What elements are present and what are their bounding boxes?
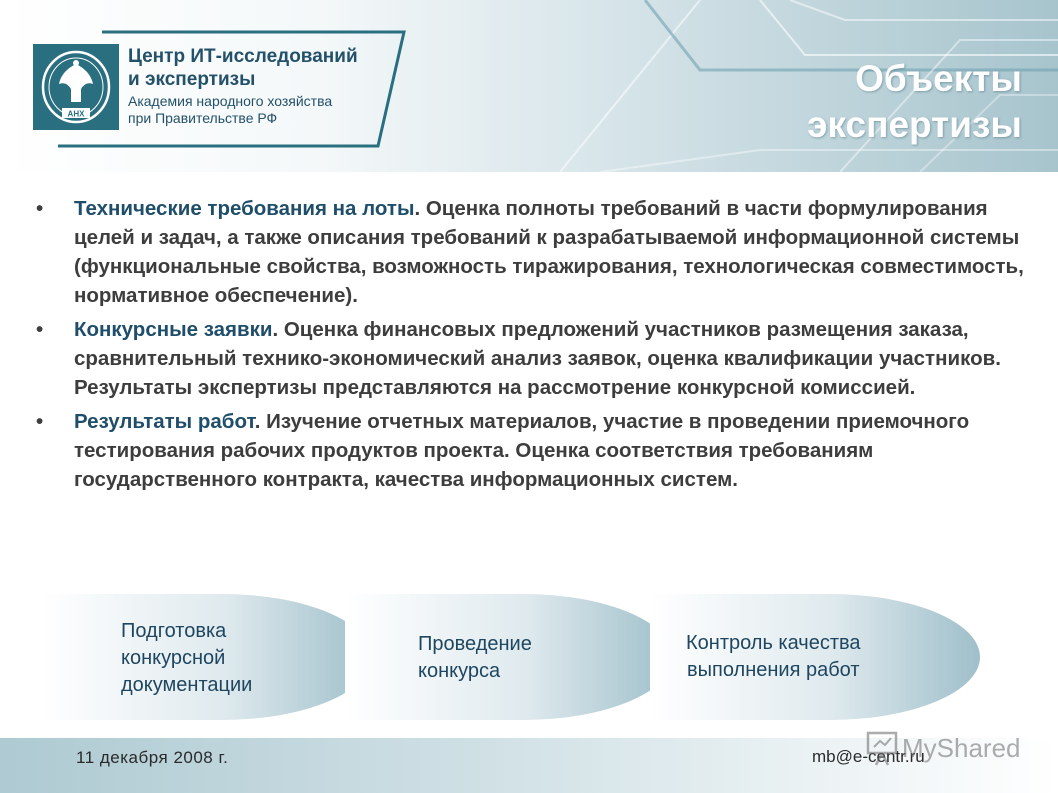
logo-title-line1: Центр ИТ-исследований <box>128 46 358 67</box>
bullet-item <box>34 194 1034 310</box>
bullet-marker: • <box>36 197 44 220</box>
stage-label-2-line1: Проведение <box>418 633 532 655</box>
footer-email: mb@e-centr.ru <box>812 747 925 766</box>
page-title-line1: Объекты <box>855 58 1022 99</box>
watermark <box>866 727 1036 769</box>
logo-subtitle-line1: Академия народного хозяйства <box>128 93 333 109</box>
watermark-text: MyShared <box>902 733 1021 763</box>
bullet-list <box>34 194 1034 499</box>
bullet-text: . Оценка финансовых предложений участников размещения заказа, сравнительный технико-экономический анализ заявок, оценка квалификации участников. Результаты экспертизы представляются на рассмотрение конкурсной комиссией. <box>74 318 1001 399</box>
bullet-item <box>34 315 1034 402</box>
bullet-marker: • <box>36 318 44 341</box>
stage-label-3 <box>686 630 861 684</box>
page-title <box>807 56 1022 148</box>
logo-subtitle-line2: при Правительстве РФ <box>128 110 278 126</box>
stage-label-1-line2: конкурсной <box>121 647 226 669</box>
page-title-line2: экспертизы <box>807 104 1022 145</box>
bullet-item <box>34 407 1034 494</box>
stage-label-2 <box>418 631 532 685</box>
bullet-lead: Технические требования на лоты <box>74 197 415 220</box>
footer-date: 11 декабря 2008 г. <box>76 748 229 767</box>
bullet-lead: Конкурсные заявки <box>74 318 273 341</box>
stage-label-3-line2: выполнения работ <box>687 659 860 681</box>
bullet-lead: Результаты работ <box>74 410 255 433</box>
bullet-text: . Изучение отчетных материалов, участие в проведении приемочного тестирования рабочих продуктов проекта. Оценка соответствия требованиям государственного контракта, качества информационных систем. <box>74 410 970 491</box>
presentation-board-icon <box>868 733 896 765</box>
stage-label-1 <box>121 618 252 699</box>
bullet-text: . Оценка полноты требований в части формулирования целей и задач, а также описания требований к разрабатываемой информационной системы (функциональные свойства, возможность тиражирования, технологическая совместимость, нормативное обеспечение). <box>74 197 1024 307</box>
emblem-text: АНХ <box>67 109 85 119</box>
stage-label-1-line1: Подготовка <box>121 620 227 642</box>
bullet-marker: • <box>36 410 44 433</box>
eagle-emblem-icon <box>33 44 119 130</box>
logo-title-line2: и экспертизы <box>128 69 256 90</box>
stage-label-3-line1: Контроль качества <box>686 632 861 654</box>
stage-label-2-line2: конкурса <box>418 660 501 682</box>
stage-label-1-line3: документации <box>121 674 253 696</box>
